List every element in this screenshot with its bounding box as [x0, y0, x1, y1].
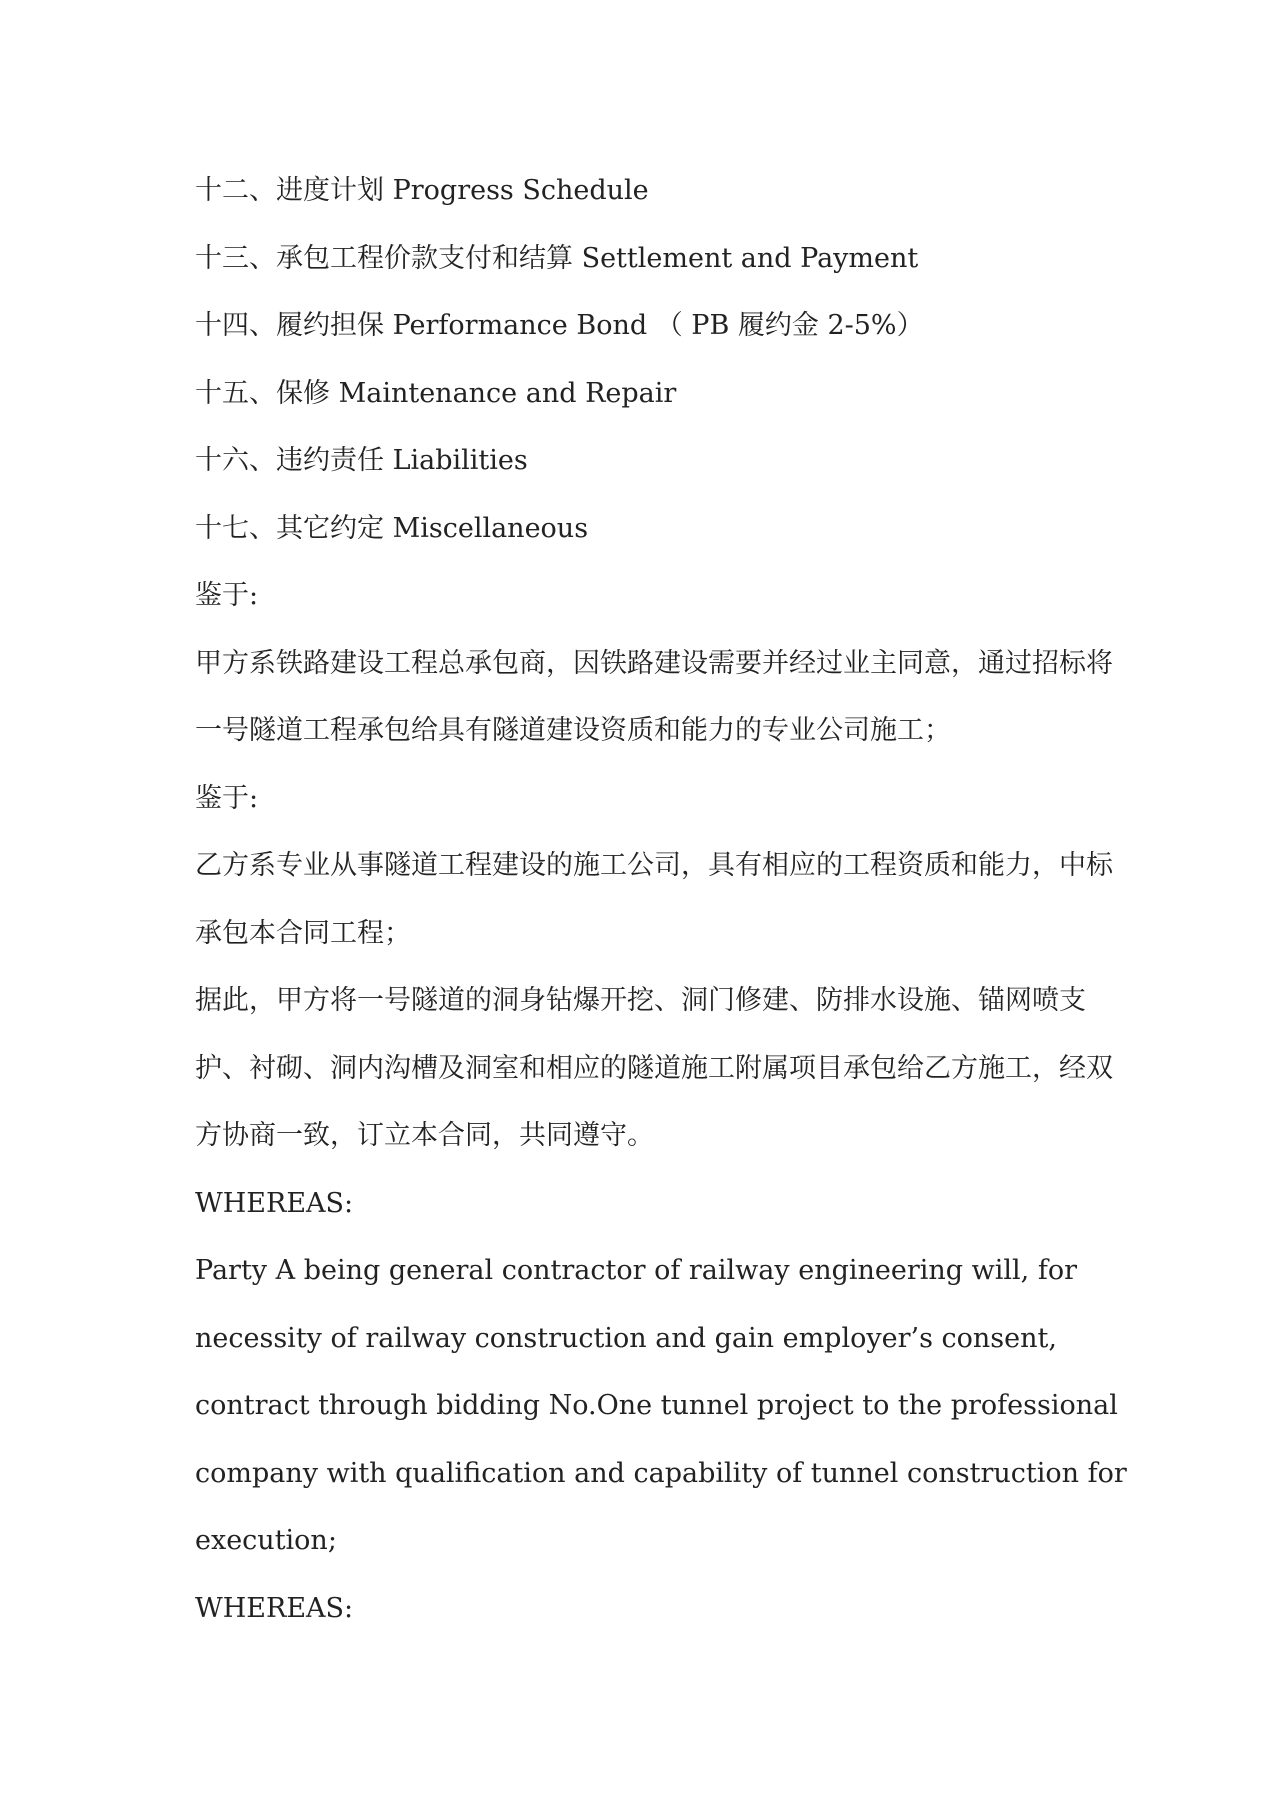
- toc-item: 十二、进度计划 Progress Schedule: [195, 175, 649, 206]
- paragraph-line: contract through bidding No.One tunnel project to the professional: [195, 1390, 1118, 1421]
- paragraph-line: execution;: [195, 1525, 337, 1556]
- paragraph-line: necessity of railway construction and gain employer’s consent,: [195, 1322, 1057, 1354]
- toc-item: 十五、保修 Maintenance and Repair: [195, 377, 677, 409]
- whereas-en-heading: WHEREAS:: [195, 1187, 354, 1219]
- paragraph-line: 承包本合同工程；: [195, 917, 411, 949]
- paragraph-line: 方协商一致，订立本合同，共同遵守。: [195, 1120, 654, 1151]
- paragraph-line: 甲方系铁路建设工程总承包商，因铁路建设需要并经过业主同意，通过招标将: [195, 647, 1113, 679]
- whereas-cn-paragraph: [195, 638, 1113, 773]
- toc-item: 十四、履约担保 Performance Bond （ PB 履约金 2-5%）: [195, 310, 924, 341]
- whereas-en-paragraph: [195, 1245, 1127, 1583]
- whereas-cn-paragraph: [195, 840, 1113, 975]
- paragraph-line: 乙方系专业从事隧道工程建设的施工公司，具有相应的工程资质和能力，中标: [195, 850, 1113, 881]
- whereas-en-heading: WHEREAS:: [195, 1592, 354, 1624]
- toc-item: 十三、承包工程价款支付和结算 Settlement and Payment: [195, 242, 919, 274]
- paragraph-line: 一号隧道工程承包给具有隧道建设资质和能力的专业公司施工；: [195, 715, 951, 746]
- toc-list: [195, 165, 1095, 570]
- whereas-cn-heading: 鉴于:: [195, 580, 259, 611]
- document-body: [195, 165, 1127, 1650]
- paragraph-line: 护、衬砌、洞内沟槽及洞室和相应的隧道施工附属项目承包给乙方施工，经双: [195, 1052, 1113, 1084]
- toc-item: 十七、其它约定 Miscellaneous: [195, 512, 589, 544]
- toc-item: 十六、违约责任 Liabilities: [195, 445, 528, 476]
- paragraph-line: company with qualification and capability of tunnel construction for: [195, 1457, 1127, 1489]
- whereas-cn-heading: 鉴于:: [195, 782, 259, 814]
- paragraph-line: Party A being general contractor of railway engineering will, for: [195, 1255, 1077, 1286]
- paragraph-line: 据此，甲方将一号隧道的洞身钻爆开挖、洞门修建、防排水设施、锚网喷支: [195, 985, 1086, 1016]
- accordingly-cn-paragraph: [195, 975, 1113, 1178]
